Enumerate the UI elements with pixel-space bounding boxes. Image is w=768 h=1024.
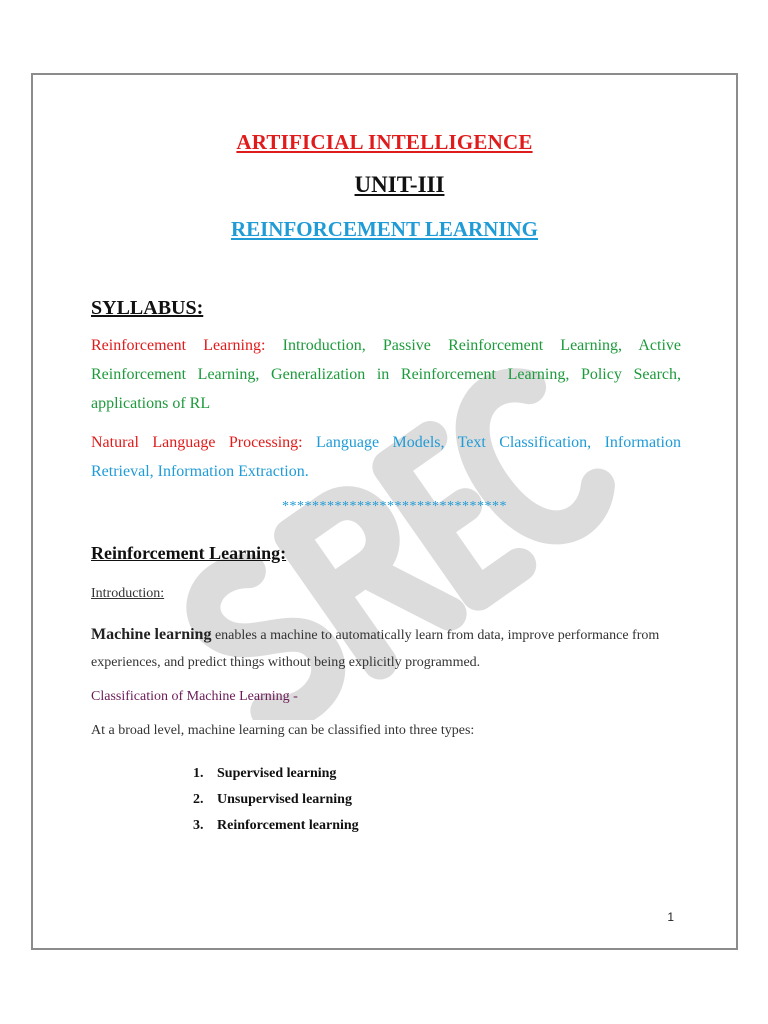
star-separator: ****************************** [282, 499, 507, 514]
list-item-number: 3. [193, 818, 204, 833]
syllabus-rl-paragraph [91, 331, 681, 418]
list-item [193, 761, 359, 787]
list-item [193, 813, 359, 839]
classification-label: Classification of Machine Learning - [91, 689, 298, 704]
machine-learning-paragraph [91, 621, 681, 676]
syllabus-rl-topics: Introduction, Passive Reinforcement Learning, Active Reinforcement Learning, Generalization in Reinforcement Learning, Policy Search, applications of RL [91, 337, 681, 412]
list-item-label: Supervised learning [217, 766, 337, 781]
document-title: ARTIFICIAL INTELLIGENCE [236, 130, 533, 154]
list-item-label: Unsupervised learning [217, 792, 352, 807]
ml-types-list [193, 761, 359, 839]
machine-learning-text: enables a machine to automatically learn from data, improve performance from experiences, and predict things without being explicitly programmed. [91, 628, 660, 670]
page-number: 1 [667, 910, 674, 924]
syllabus-nlp-paragraph [91, 428, 681, 486]
syllabus-rl-colon: : [261, 337, 266, 354]
syllabus-nlp-label: Natural Language Processing [91, 434, 299, 451]
unit-title: UNIT-III [354, 172, 445, 197]
broad-level-text: At a broad level, machine learning can be classified into three types: [91, 723, 475, 738]
syllabus-nlp-topics: Language Models, Text Classification, Information Retrieval, Information Extraction. [91, 434, 681, 480]
list-item-number: 2. [193, 792, 204, 807]
list-item-number: 1. [193, 766, 204, 781]
syllabus-heading: SYLLABUS: [91, 297, 204, 319]
syllabus-rl-label: Reinforcement Learning [91, 337, 261, 354]
document-page [31, 73, 738, 950]
list-item [193, 787, 359, 813]
list-item-label: Reinforcement learning [217, 818, 359, 833]
syllabus-nlp-colon: : [298, 434, 303, 451]
topic-title: REINFORCEMENT LEARNING [230, 217, 539, 241]
introduction-label: Introduction: [91, 586, 165, 601]
section-heading: Reinforcement Learning: [91, 543, 287, 563]
machine-learning-term: Machine learning [91, 626, 212, 643]
